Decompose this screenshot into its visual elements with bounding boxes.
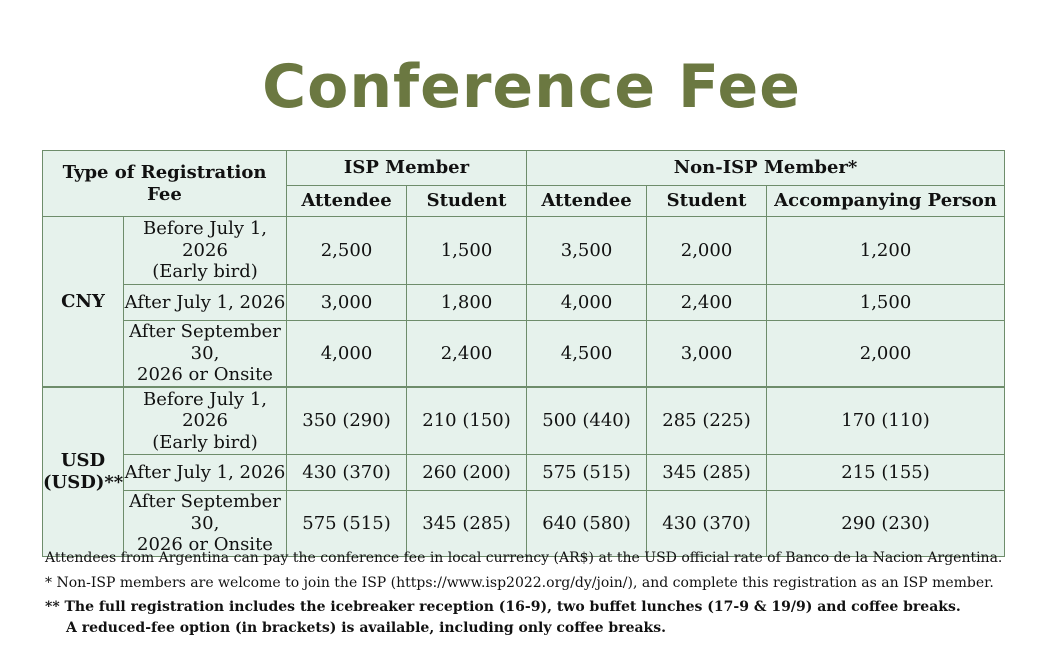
table-row — [43, 321, 1005, 387]
fee-cell: 1,200 — [767, 217, 1005, 285]
fee-cell: 3,000 — [287, 285, 407, 321]
isp-student-header: Student — [407, 186, 527, 217]
isp-attendee-header: Attendee — [287, 186, 407, 217]
currency-line: USD — [60, 450, 106, 472]
fee-cell: 4,000 — [287, 321, 407, 387]
fee-cell: 290 (230) — [767, 491, 1005, 557]
fee-table — [42, 150, 1005, 557]
fee-cell: 2,500 — [287, 217, 407, 285]
fee-cell: 4,500 — [527, 321, 647, 387]
note-non-isp: * Non-ISP members are welcome to join the ISP (https://www.isp2022.org/dy/join/), and complete this registration as an ISP member. — [45, 574, 994, 591]
table-row — [43, 387, 1005, 455]
page-title: Conference Fee — [262, 52, 801, 122]
non-isp-member-header: Non-ISP Member* — [527, 151, 1005, 186]
period-line: Before July 1, 2026 — [143, 388, 267, 432]
fee-cell: 3,500 — [527, 217, 647, 285]
fee-cell: 4,000 — [527, 285, 647, 321]
fee-cell: 640 (580) — [527, 491, 647, 557]
fee-cell: 500 (440) — [527, 387, 647, 455]
footnotes — [45, 550, 1045, 644]
fee-cell: 350 (290) — [287, 387, 407, 455]
period-line: Before July 1, 2026 — [143, 218, 267, 261]
fee-cell: 210 (150) — [407, 387, 527, 455]
note-reduced-fee: A reduced-fee option (in brackets) is available, including only coffee breaks. — [66, 619, 667, 636]
fee-cell: 575 (515) — [527, 455, 647, 491]
period-line: 2026 or Onsite — [137, 364, 273, 386]
note-argentina: Attendees from Argentina can pay the conference fee in local currency (AR$) at the USD official rate of Banco de la Nacion Argentina. — [45, 550, 1003, 566]
table-row — [43, 455, 1005, 491]
period-cell — [124, 217, 287, 285]
fee-cell: 3,000 — [647, 321, 767, 387]
fee-cell: 1,800 — [407, 285, 527, 321]
fee-cell: 2,400 — [647, 285, 767, 321]
fee-cell: 215 (155) — [767, 455, 1005, 491]
period-line: 2026 or Onsite — [137, 534, 273, 556]
fee-cell: 430 (370) — [287, 455, 407, 491]
table-row — [43, 491, 1005, 557]
period-line: (Early bird) — [152, 261, 258, 283]
fee-cell: 2,400 — [407, 321, 527, 387]
isp-member-header: ISP Member — [287, 151, 527, 186]
period-cell: After July 1, 2026 — [124, 285, 287, 321]
fee-cell: 345 (285) — [647, 455, 767, 491]
fee-cell: 345 (285) — [407, 491, 527, 557]
fee-cell: 575 (515) — [287, 491, 407, 557]
period-cell — [124, 321, 287, 387]
fee-cell: 2,000 — [647, 217, 767, 285]
type-of-registration-header: Type of Registration Fee — [43, 151, 287, 217]
period-cell — [124, 491, 287, 557]
fee-cell: 285 (225) — [647, 387, 767, 455]
table-row — [43, 217, 1005, 285]
fee-cell: 1,500 — [407, 217, 527, 285]
fee-cell: 2,000 — [767, 321, 1005, 387]
fee-cell: 1,500 — [767, 285, 1005, 321]
period-line: After September 30, — [129, 491, 281, 534]
period-cell: After July 1, 2026 — [124, 455, 287, 491]
fee-cell: 430 (370) — [647, 491, 767, 557]
non-isp-attendee-header: Attendee — [527, 186, 647, 217]
period-line: After September 30, — [129, 321, 281, 364]
period-cell — [124, 387, 287, 455]
fee-cell: 170 (110) — [767, 387, 1005, 455]
non-isp-student-header: Student — [647, 186, 767, 217]
currency-line: (USD)** — [43, 471, 124, 493]
fee-cell: 260 (200) — [407, 455, 527, 491]
accompanying-person-header: Accompanying Person — [767, 186, 1005, 217]
note-full-registration: ** The full registration includes the icebreaker reception (16-9), two buffet lunches (17-9 & 19/9) and coffee breaks. — [45, 599, 961, 615]
currency-usd — [43, 387, 124, 557]
period-line: (Early bird) — [152, 431, 258, 453]
currency-cny: CNY — [43, 217, 124, 387]
table-row — [43, 285, 1005, 321]
